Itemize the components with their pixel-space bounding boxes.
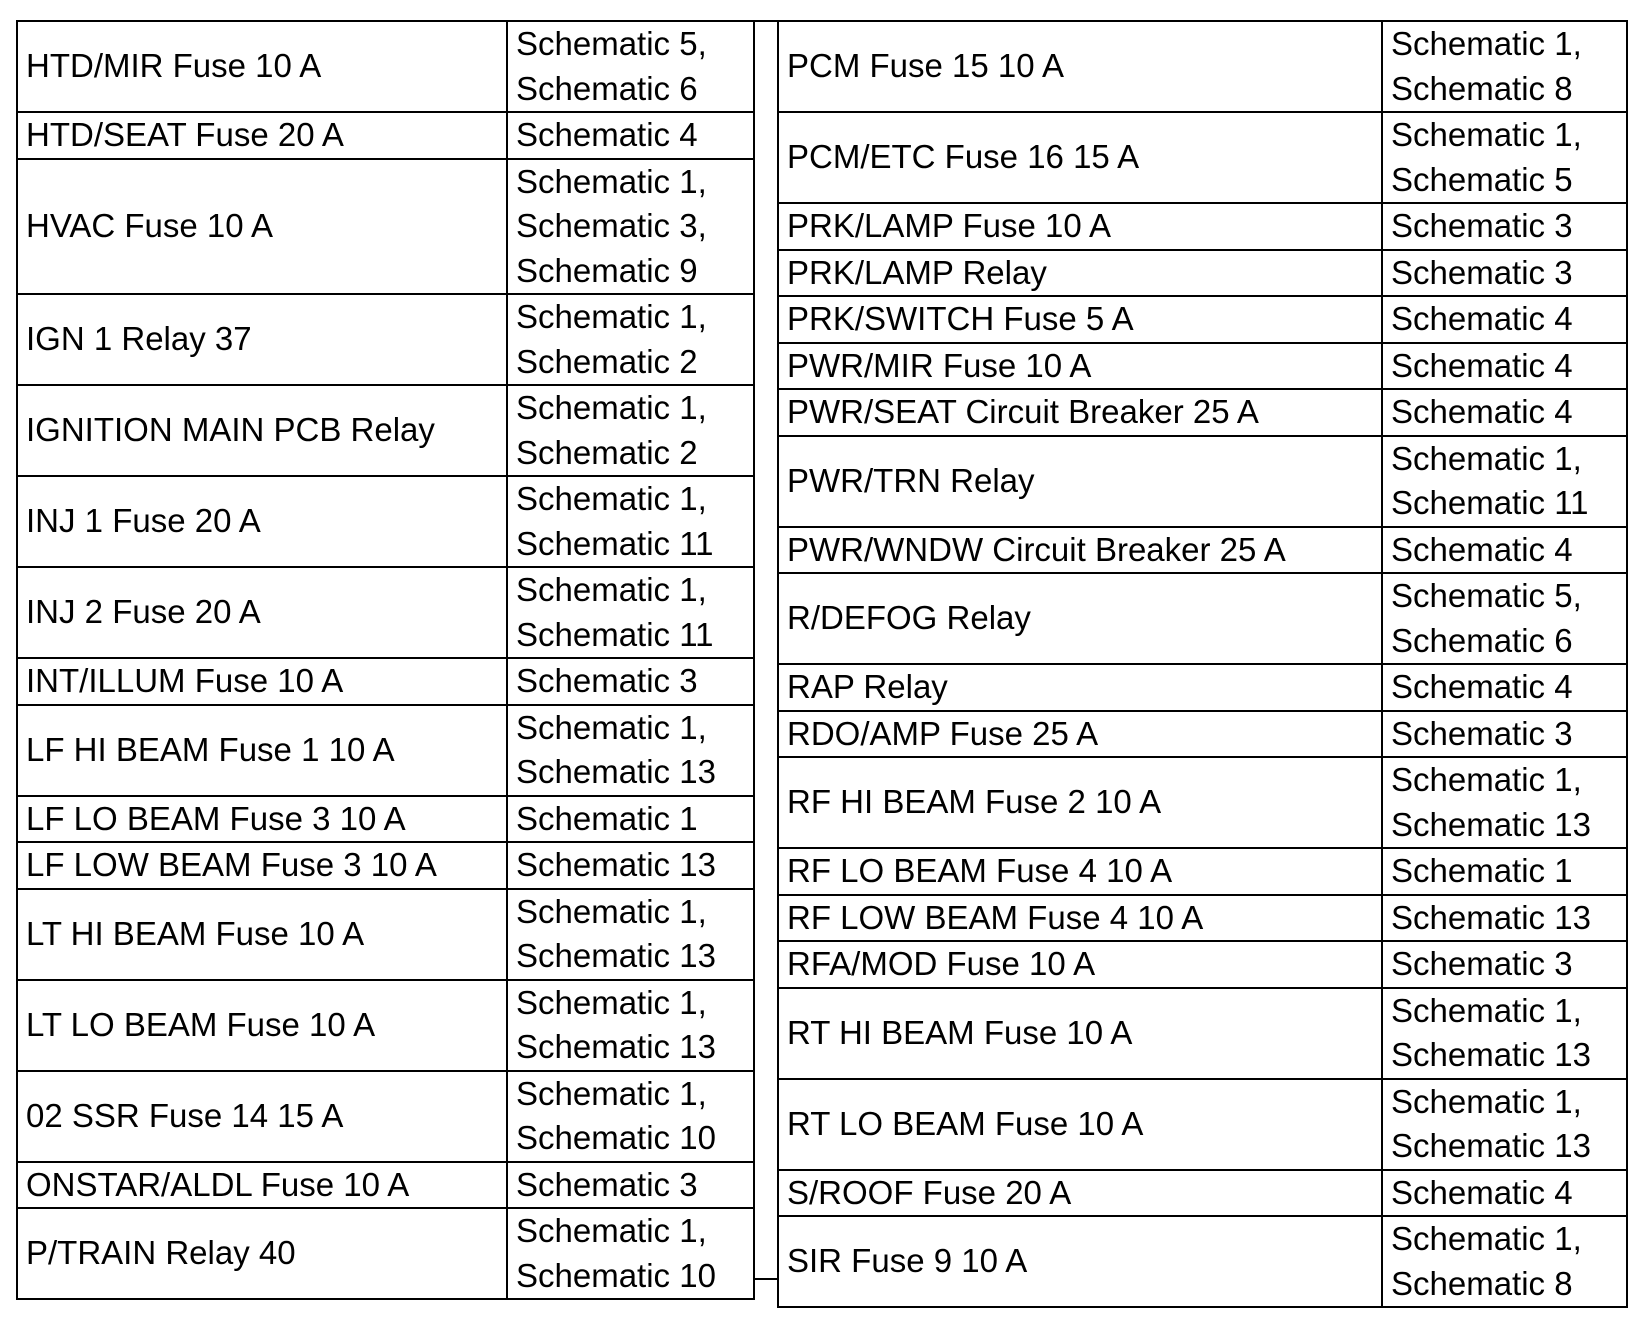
- table-row: [17, 112, 754, 159]
- schematic-cell: [507, 112, 754, 159]
- component-cell: RT HI BEAM Fuse 10 A: [778, 988, 1382, 1079]
- component-cell: S/ROOF Fuse 20 A: [778, 1170, 1382, 1217]
- schematic-reference: Schematic 1,: [516, 298, 707, 335]
- table-row: [778, 664, 1627, 711]
- schematic-cell: [1382, 343, 1627, 390]
- table-row: [778, 1170, 1627, 1217]
- table-row: [17, 294, 754, 385]
- schematic-reference: Schematic 1,: [516, 1212, 707, 1249]
- component-cell: IGNITION MAIN PCB Relay: [17, 385, 507, 476]
- schematic-reference: Schematic 3: [1391, 253, 1573, 291]
- schematic-reference: Schematic 4: [1391, 300, 1573, 337]
- component-cell: ONSTAR/ALDL Fuse 10 A: [17, 1162, 507, 1209]
- table-row: [17, 1071, 754, 1162]
- table-row: [778, 112, 1627, 203]
- fuse-schematic-index: [16, 20, 1628, 1308]
- schematic-reference: Schematic 11: [516, 524, 714, 562]
- schematic-reference: Schematic 1,: [516, 389, 707, 426]
- right-table-body: [778, 21, 1627, 1307]
- schematic-reference: Schematic 1: [1391, 852, 1573, 889]
- schematic-reference: Schematic 5,: [516, 25, 707, 62]
- schematic-cell: [507, 796, 754, 843]
- schematic-reference: Schematic 4: [516, 116, 698, 153]
- schematic-cell: [1382, 1170, 1627, 1217]
- schematic-cell: [1382, 296, 1627, 343]
- table-row: [17, 1162, 754, 1209]
- schematic-reference: Schematic 5: [1391, 160, 1573, 198]
- table-row: [778, 343, 1627, 390]
- component-cell: RAP Relay: [778, 664, 1382, 711]
- schematic-cell: [1382, 203, 1627, 250]
- component-cell: PRK/LAMP Relay: [778, 250, 1382, 297]
- table-row: [17, 476, 754, 567]
- schematic-cell: [507, 1071, 754, 1162]
- table-row: [17, 842, 754, 889]
- table-row: [778, 389, 1627, 436]
- table-row: [17, 1208, 754, 1299]
- schematic-reference: Schematic 13: [516, 846, 716, 883]
- schematic-reference: Schematic 4: [1391, 668, 1573, 705]
- schematic-reference: Schematic 1,: [1391, 25, 1582, 62]
- schematic-reference: Schematic 13: [516, 1028, 716, 1065]
- component-cell: HVAC Fuse 10 A: [17, 159, 507, 295]
- schematic-reference: Schematic 8: [1391, 1264, 1573, 1302]
- table-row: [778, 1079, 1627, 1170]
- schematic-cell: [1382, 664, 1627, 711]
- schematic-reference: Schematic 10: [516, 1256, 716, 1294]
- schematic-cell: [1382, 1216, 1627, 1307]
- component-cell: LF LO BEAM Fuse 3 10 A: [17, 796, 507, 843]
- component-cell: P/TRAIN Relay 40: [17, 1208, 507, 1299]
- table-row: [778, 941, 1627, 988]
- schematic-reference: Schematic 5,: [1391, 577, 1582, 614]
- component-cell: RFA/MOD Fuse 10 A: [778, 941, 1382, 988]
- schematic-cell: [1382, 711, 1627, 758]
- component-cell: IGN 1 Relay 37: [17, 294, 507, 385]
- schematic-reference: Schematic 13: [1391, 805, 1591, 843]
- table-row: [778, 711, 1627, 758]
- table-row: [778, 296, 1627, 343]
- component-cell: LT LO BEAM Fuse 10 A: [17, 980, 507, 1071]
- component-cell: SIR Fuse 9 10 A: [778, 1216, 1382, 1307]
- component-cell: INJ 2 Fuse 20 A: [17, 567, 507, 658]
- schematic-reference: Schematic 1,: [516, 708, 707, 746]
- table-row: [778, 895, 1627, 942]
- table-row: [778, 21, 1627, 112]
- schematic-cell: [507, 385, 754, 476]
- schematic-cell: [507, 980, 754, 1071]
- schematic-cell: [1382, 1079, 1627, 1170]
- table-row: [17, 385, 754, 476]
- table-gap-column: [755, 20, 777, 1280]
- component-cell: LT HI BEAM Fuse 10 A: [17, 889, 507, 980]
- schematic-reference: Schematic 4: [1391, 530, 1573, 568]
- schematic-cell: [507, 889, 754, 980]
- component-cell: HTD/SEAT Fuse 20 A: [17, 112, 507, 159]
- schematic-cell: [507, 159, 754, 295]
- schematic-cell: [1382, 757, 1627, 848]
- table-row: [17, 705, 754, 796]
- left-table-body: [17, 21, 754, 1299]
- schematic-reference: Schematic 3: [1391, 207, 1573, 244]
- table-row: [778, 573, 1627, 664]
- schematic-reference: Schematic 4: [1391, 1173, 1573, 1211]
- table-row: [778, 757, 1627, 848]
- schematic-reference: Schematic 13: [1391, 1127, 1591, 1164]
- component-cell: RF LOW BEAM Fuse 4 10 A: [778, 895, 1382, 942]
- schematic-reference: Schematic 1: [516, 799, 698, 837]
- table-row: [17, 889, 754, 980]
- schematic-reference: Schematic 3: [1391, 945, 1573, 982]
- table-row: [17, 980, 754, 1071]
- table-row: [17, 567, 754, 658]
- table-row: [778, 250, 1627, 297]
- schematic-reference: Schematic 4: [1391, 393, 1573, 430]
- schematic-reference: Schematic 2: [516, 342, 698, 380]
- schematic-reference: Schematic 1,: [1391, 991, 1582, 1029]
- component-cell: RT LO BEAM Fuse 10 A: [778, 1079, 1382, 1170]
- table-row: [17, 21, 754, 112]
- schematic-cell: [507, 476, 754, 567]
- component-cell: RF LO BEAM Fuse 4 10 A: [778, 848, 1382, 895]
- schematic-reference: Schematic 13: [1391, 1036, 1591, 1073]
- schematic-cell: [1382, 21, 1627, 112]
- schematic-reference: Schematic 9: [516, 251, 698, 289]
- schematic-reference: Schematic 3,: [516, 207, 707, 244]
- component-cell: LF HI BEAM Fuse 1 10 A: [17, 705, 507, 796]
- schematic-reference: Schematic 1,: [1391, 761, 1582, 798]
- right-fuse-table: [777, 20, 1628, 1308]
- schematic-reference: Schematic 1,: [1391, 1082, 1582, 1120]
- component-cell: PRK/LAMP Fuse 10 A: [778, 203, 1382, 250]
- component-cell: RDO/AMP Fuse 25 A: [778, 711, 1382, 758]
- schematic-reference: Schematic 13: [516, 753, 716, 790]
- schematic-cell: [507, 658, 754, 705]
- schematic-cell: [1382, 436, 1627, 527]
- schematic-cell: [1382, 573, 1627, 664]
- schematic-cell: [1382, 250, 1627, 297]
- table-row: [778, 848, 1627, 895]
- component-cell: PWR/TRN Relay: [778, 436, 1382, 527]
- component-cell: PCM/ETC Fuse 16 15 A: [778, 112, 1382, 203]
- schematic-reference: Schematic 1,: [1391, 439, 1582, 477]
- component-cell: R/DEFOG Relay: [778, 573, 1382, 664]
- schematic-cell: [1382, 895, 1627, 942]
- schematic-cell: [1382, 112, 1627, 203]
- schematic-cell: [507, 567, 754, 658]
- schematic-cell: [507, 842, 754, 889]
- schematic-cell: [507, 21, 754, 112]
- schematic-reference: Schematic 4: [1391, 346, 1573, 384]
- schematic-reference: Schematic 1,: [516, 162, 707, 200]
- component-cell: PCM Fuse 15 10 A: [778, 21, 1382, 112]
- component-cell: PWR/SEAT Circuit Breaker 25 A: [778, 389, 1382, 436]
- schematic-reference: Schematic 13: [516, 937, 716, 974]
- table-row: [778, 1216, 1627, 1307]
- schematic-cell: [507, 705, 754, 796]
- schematic-reference: Schematic 2: [516, 433, 698, 471]
- table-row: [17, 159, 754, 295]
- schematic-cell: [1382, 941, 1627, 988]
- schematic-reference: Schematic 13: [1391, 898, 1591, 936]
- component-cell: RF HI BEAM Fuse 2 10 A: [778, 757, 1382, 848]
- schematic-reference: Schematic 8: [1391, 69, 1573, 107]
- component-cell: LF LOW BEAM Fuse 3 10 A: [17, 842, 507, 889]
- table-row: [17, 658, 754, 705]
- schematic-reference: Schematic 1,: [516, 1074, 707, 1112]
- schematic-cell: [507, 294, 754, 385]
- component-cell: INJ 1 Fuse 20 A: [17, 476, 507, 567]
- schematic-reference: Schematic 1,: [516, 892, 707, 930]
- schematic-cell: [1382, 848, 1627, 895]
- schematic-cell: [1382, 988, 1627, 1079]
- component-cell: PRK/SWITCH Fuse 5 A: [778, 296, 1382, 343]
- component-cell: PWR/WNDW Circuit Breaker 25 A: [778, 527, 1382, 574]
- schematic-cell: [507, 1162, 754, 1209]
- schematic-reference: Schematic 1,: [1391, 1220, 1582, 1257]
- left-fuse-table: [16, 20, 755, 1300]
- schematic-reference: Schematic 10: [516, 1119, 716, 1156]
- schematic-reference: Schematic 11: [1391, 484, 1589, 521]
- schematic-reference: Schematic 1,: [516, 983, 707, 1021]
- schematic-cell: [507, 1208, 754, 1299]
- schematic-reference: Schematic 3: [1391, 714, 1573, 752]
- schematic-reference: Schematic 1,: [516, 571, 707, 608]
- table-row: [778, 527, 1627, 574]
- table-row: [17, 796, 754, 843]
- component-cell: HTD/MIR Fuse 10 A: [17, 21, 507, 112]
- table-row: [778, 203, 1627, 250]
- schematic-reference: Schematic 3: [516, 662, 698, 699]
- schematic-reference: Schematic 1,: [1391, 116, 1582, 153]
- schematic-reference: Schematic 1,: [516, 480, 707, 517]
- component-cell: 02 SSR Fuse 14 15 A: [17, 1071, 507, 1162]
- component-cell: INT/ILLUM Fuse 10 A: [17, 658, 507, 705]
- table-row: [778, 988, 1627, 1079]
- schematic-cell: [1382, 527, 1627, 574]
- schematic-reference: Schematic 3: [516, 1165, 698, 1203]
- component-cell: PWR/MIR Fuse 10 A: [778, 343, 1382, 390]
- schematic-cell: [1382, 389, 1627, 436]
- schematic-reference: Schematic 6: [1391, 621, 1573, 659]
- schematic-reference: Schematic 11: [516, 615, 714, 653]
- table-row: [778, 436, 1627, 527]
- schematic-reference: Schematic 6: [516, 69, 698, 107]
